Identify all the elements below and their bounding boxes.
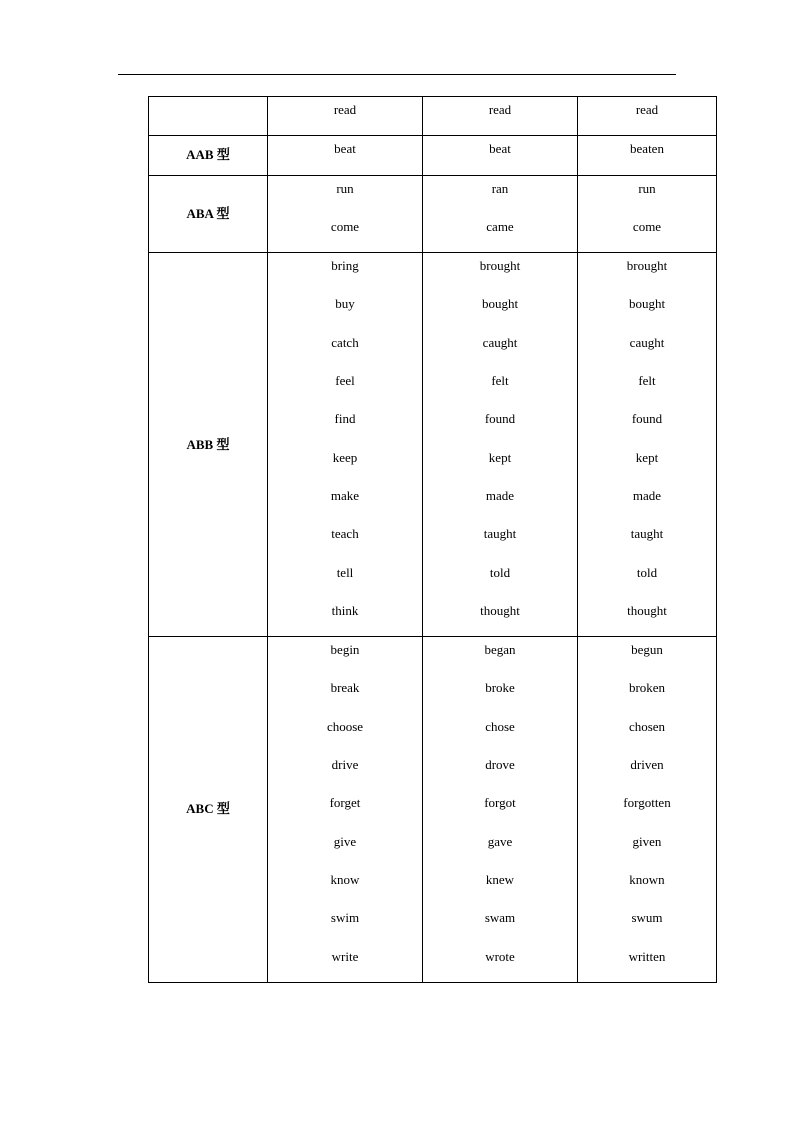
verb-word: begin	[330, 642, 360, 658]
table-row-aab	[149, 136, 717, 175]
past-tense-cell	[423, 637, 578, 983]
verb-word: driven	[630, 757, 664, 773]
verb-word: choose	[326, 718, 364, 734]
verb-word: bought	[481, 296, 519, 312]
category-cell-abc	[149, 637, 268, 983]
verb-word: run	[336, 180, 354, 196]
verb-word: broken	[628, 680, 666, 696]
verb-word: given	[632, 833, 662, 849]
table-row-abb	[149, 253, 717, 637]
verb-word: told	[636, 564, 658, 580]
verb-word: came	[486, 218, 514, 234]
header-cell-label: read	[488, 102, 512, 117]
header-cell-past	[423, 97, 578, 136]
verb-word: swim	[330, 910, 360, 926]
category-cell-abb	[149, 253, 268, 637]
header-cell-base	[268, 97, 423, 136]
verb-word: drove	[485, 757, 515, 773]
category-cell-aba	[149, 175, 268, 253]
verb-word: chose	[485, 718, 515, 734]
verb-word: beaten	[630, 141, 664, 157]
verb-word: run	[638, 180, 656, 196]
verb-word: find	[334, 411, 356, 427]
past-tense-cell	[423, 136, 578, 175]
verb-word: felt	[638, 373, 656, 389]
verb-word: beat	[489, 141, 511, 157]
verb-word: written	[628, 948, 666, 964]
past-tense-cell	[423, 175, 578, 253]
verb-word: wrote	[485, 948, 515, 964]
verb-word: tell	[336, 564, 354, 580]
verb-word: made	[485, 487, 515, 503]
verb-word: drive	[331, 757, 359, 773]
verb-word: break	[330, 680, 360, 696]
verb-word: make	[330, 487, 360, 503]
base-form-cell	[268, 637, 423, 983]
verb-word: ran	[491, 180, 509, 196]
base-form-cell	[268, 175, 423, 253]
verb-word: beat	[334, 141, 356, 157]
verb-word: thought	[627, 602, 667, 618]
header-cell-label: read	[333, 102, 357, 117]
verb-word: come	[330, 218, 360, 234]
category-label: AAB 型	[186, 147, 230, 163]
header-cell-label: read	[635, 102, 659, 117]
verb-word: buy	[335, 296, 355, 312]
verb-word: begun	[631, 642, 663, 658]
verb-word: forgotten	[623, 795, 671, 811]
verb-word: kept	[488, 449, 512, 465]
verb-word: found	[484, 411, 516, 427]
category-cell-aab	[149, 136, 268, 175]
verb-word: thought	[480, 602, 520, 618]
table-row-aba	[149, 175, 717, 253]
verb-word: swum	[631, 910, 663, 926]
verb-word: swam	[484, 910, 516, 926]
past-participle-cell	[578, 136, 717, 175]
verb-word: told	[489, 564, 511, 580]
verb-word: come	[632, 218, 662, 234]
header-cell-empty	[149, 97, 268, 136]
verb-word: taught	[483, 526, 517, 542]
table-row-abc	[149, 637, 717, 983]
base-form-cell	[268, 136, 423, 175]
header-cell-label	[149, 97, 267, 135]
verb-word: caught	[482, 334, 518, 350]
verb-word: taught	[630, 526, 664, 542]
verb-word: began	[484, 642, 516, 658]
verb-word: write	[331, 948, 359, 964]
verb-word: bring	[331, 258, 359, 274]
verb-word: give	[333, 833, 357, 849]
verb-word: catch	[331, 334, 359, 350]
verb-word: feel	[335, 373, 355, 389]
verb-word: made	[632, 487, 662, 503]
verb-word: brought	[626, 258, 668, 274]
base-form-cell	[268, 253, 423, 637]
past-participle-cell	[578, 175, 717, 253]
verb-word: chosen	[628, 718, 666, 734]
verb-word: forget	[329, 795, 361, 811]
verb-word: knew	[485, 871, 515, 887]
verb-word: felt	[491, 373, 509, 389]
past-participle-cell	[578, 253, 717, 637]
verb-word: kept	[635, 449, 659, 465]
header-cell-participle	[578, 97, 717, 136]
past-tense-cell	[423, 253, 578, 637]
irregular-verbs-table	[148, 96, 717, 983]
verb-word: keep	[332, 449, 358, 465]
category-label: ABC 型	[186, 801, 230, 817]
verb-word: caught	[629, 334, 665, 350]
verb-word: think	[331, 602, 359, 618]
verb-word: found	[631, 411, 663, 427]
header-rule	[118, 74, 676, 75]
past-participle-cell	[578, 637, 717, 983]
verb-word: forgot	[484, 795, 516, 811]
table-header-row	[149, 97, 717, 136]
verb-word: brought	[479, 258, 521, 274]
category-label: ABA 型	[186, 205, 230, 221]
verb-word: known	[629, 871, 665, 887]
verb-word: bought	[628, 296, 666, 312]
verb-word: know	[330, 871, 360, 887]
verb-word: teach	[331, 526, 359, 542]
category-label: ABB 型	[186, 436, 230, 452]
verb-word: broke	[485, 680, 515, 696]
verb-word: gave	[487, 833, 513, 849]
